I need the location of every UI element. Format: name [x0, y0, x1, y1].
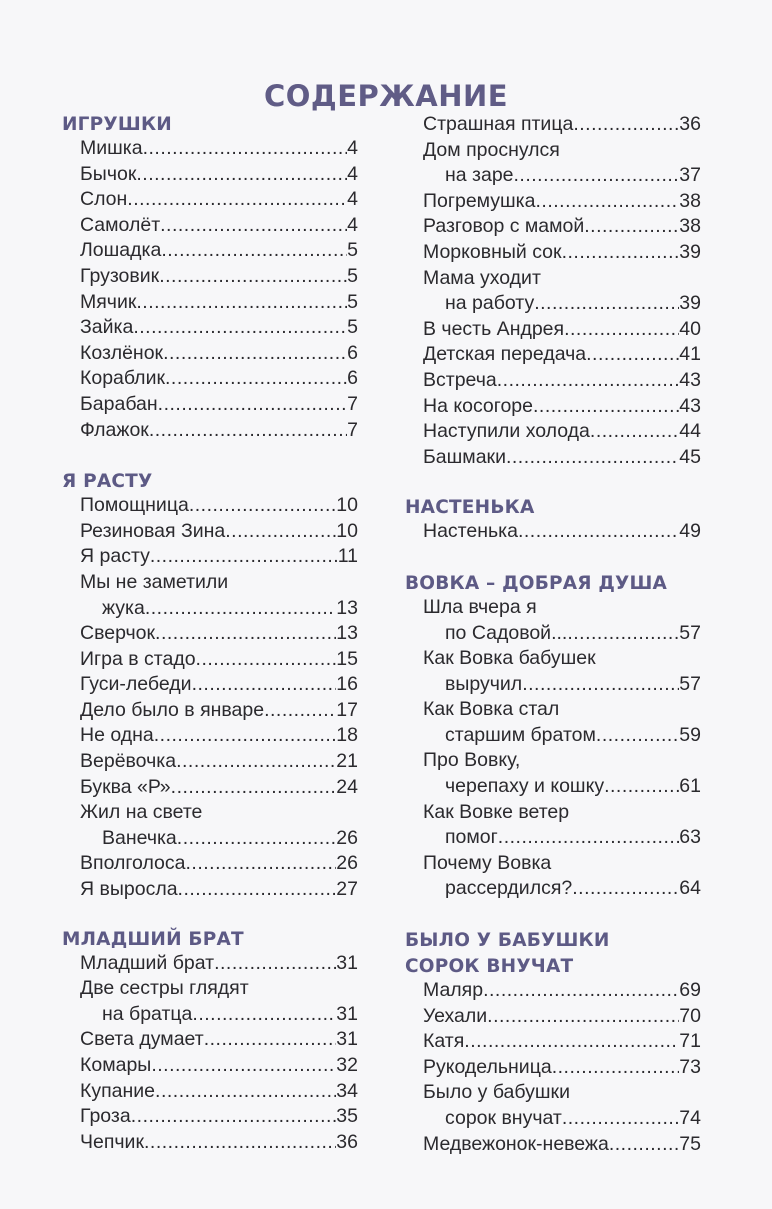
section-title: ВОВКА – ДОБРАЯ ДУША: [405, 572, 668, 594]
entry-title: Мишка: [80, 137, 143, 159]
entry-title: Верёвочка: [80, 750, 177, 773]
toc-entry[interactable]: [405, 1132, 701, 1158]
dot-leader: [192, 672, 337, 698]
page-number: 16: [336, 673, 358, 696]
toc-entry[interactable]: [405, 138, 701, 189]
dot-leader: [150, 544, 338, 570]
page-number: 40: [679, 317, 701, 340]
dot-leader: [506, 445, 679, 471]
entry-title: Морковный сок: [423, 240, 562, 263]
entry-title: на братца: [102, 1002, 193, 1025]
section-title: НАСТЕНЬКА: [405, 497, 535, 519]
entry-title: Буква «Р»: [80, 775, 171, 798]
toc-entry[interactable]: [62, 1027, 358, 1053]
dot-leader: [596, 723, 679, 749]
dot-leader: [145, 596, 336, 622]
entry-title: Медвежонок-невежа: [423, 1132, 609, 1155]
entry-title: Маляр: [423, 979, 484, 1002]
toc-entry[interactable]: [62, 800, 358, 851]
entry-title: Комары: [80, 1054, 152, 1076]
section-title: МЛАДШИЙ БРАТ: [62, 928, 244, 950]
entry-title: Чепчик: [80, 1130, 144, 1153]
entry-title: выручил: [445, 672, 523, 695]
toc-entry[interactable]: [405, 317, 701, 343]
page-number: 37: [679, 164, 701, 187]
dot-leader: [189, 493, 336, 519]
toc-entry[interactable]: [405, 112, 701, 138]
dot-leader: [133, 315, 347, 341]
page-number: 5: [347, 290, 358, 313]
dot-leader: [161, 238, 347, 264]
dot-leader: [590, 419, 679, 445]
dot-leader: [522, 672, 679, 698]
page-number: 38: [679, 215, 701, 238]
dot-leader: [204, 1027, 337, 1053]
toc-entry[interactable]: [405, 519, 701, 545]
toc-entry[interactable]: [405, 646, 701, 697]
dot-leader: [214, 951, 336, 977]
entry-title: Слон: [80, 188, 128, 211]
dot-leader: [143, 136, 348, 162]
toc-entry[interactable]: [62, 1130, 358, 1156]
entry-title: Помощница: [80, 494, 189, 517]
dot-leader: [155, 1079, 336, 1105]
entry-title: Не одна: [80, 724, 154, 747]
entry-title: Лошадка: [80, 239, 162, 262]
toc-column-right: [405, 112, 701, 1171]
entry-title: Купание: [80, 1079, 156, 1102]
entry-title: Я выросла: [80, 878, 178, 901]
page-number: 6: [347, 367, 358, 390]
page-number: 38: [679, 189, 701, 212]
toc-section: [62, 469, 358, 903]
dot-leader: [225, 519, 336, 545]
page-number: 45: [679, 445, 701, 468]
dot-leader: [483, 978, 679, 1004]
toc-entry[interactable]: [62, 162, 358, 188]
dot-leader: [564, 317, 679, 343]
toc-entry[interactable]: [405, 445, 701, 471]
entry-title: Сверчок: [80, 622, 156, 645]
toc-section: [62, 112, 358, 443]
entry-title-line: Про Вовку,: [423, 749, 521, 772]
page-number: 32: [336, 1054, 358, 1076]
toc-entry[interactable]: [62, 976, 358, 1027]
entry-title: Башмаки: [423, 445, 506, 468]
entry-title-line: Шла вчера я: [423, 595, 537, 618]
page-number: 36: [679, 113, 701, 135]
toc-entry[interactable]: [62, 775, 358, 801]
toc-entry[interactable]: [62, 136, 358, 162]
page-number: 39: [679, 292, 701, 315]
page-number: 41: [679, 343, 701, 366]
page-number: 18: [336, 724, 358, 747]
entry-title: Игра в стадо: [80, 647, 196, 670]
page-number: 31: [336, 951, 358, 974]
entry-title: сорок внучат: [445, 1107, 562, 1129]
dot-leader: [487, 1004, 679, 1030]
entry-title: Погремушка: [423, 189, 536, 212]
entry-title: Уехали: [423, 1004, 488, 1027]
entry-title: черепаху и кошку: [445, 775, 605, 798]
entry-title: на работу: [445, 292, 535, 315]
dot-leader: [609, 1132, 679, 1158]
toc-entry[interactable]: [62, 621, 358, 647]
page-number: 43: [679, 394, 701, 417]
page-number: 24: [336, 775, 358, 798]
toc-entry[interactable]: [405, 419, 701, 445]
dot-leader: [552, 1055, 680, 1081]
dot-leader: [604, 774, 679, 800]
page-number: 21: [336, 750, 358, 773]
toc-entry[interactable]: [62, 698, 358, 724]
page-number: 43: [679, 368, 701, 391]
page-number: 71: [679, 1030, 701, 1053]
page-number: 57: [679, 672, 701, 695]
dot-leader: [178, 877, 337, 903]
entry-title-line: Мы не заметили: [80, 570, 229, 593]
toc-section: [405, 495, 701, 545]
entry-title: Настенька: [423, 520, 518, 543]
dot-leader: [154, 723, 337, 749]
toc-entry[interactable]: [405, 697, 701, 748]
entry-title: Кораблик: [80, 367, 165, 390]
section-title: Я РАСТУ: [62, 471, 153, 493]
toc-entry[interactable]: [62, 723, 358, 749]
toc-entry[interactable]: [62, 519, 358, 545]
entry-title-line: Как Вовке ветер: [423, 800, 570, 823]
page-number: 7: [347, 392, 358, 415]
dot-leader: [160, 213, 347, 239]
entry-title: Мячик: [80, 290, 137, 313]
toc-entry[interactable]: [405, 394, 701, 420]
toc-section: [405, 928, 701, 1157]
page-number: 31: [336, 1002, 358, 1025]
dot-leader: [136, 162, 347, 188]
page-number: 31: [336, 1028, 358, 1051]
page-number: 36: [336, 1130, 358, 1153]
entry-title-line: Мама уходит: [423, 266, 541, 289]
dot-leader: [264, 698, 336, 724]
entry-title-line: Жил на свете: [80, 801, 203, 824]
page-number: 4: [347, 213, 358, 236]
toc-entry[interactable]: [62, 238, 358, 264]
dot-leader: [567, 621, 679, 647]
toc-entry[interactable]: [405, 368, 701, 394]
dot-leader: [196, 647, 337, 673]
entry-title: Резиновая Зина: [80, 519, 226, 542]
toc-section: [62, 927, 358, 1156]
dot-leader: [572, 876, 679, 902]
toc-entry[interactable]: [405, 1080, 701, 1131]
entry-title: Самолёт: [80, 213, 161, 236]
dot-leader: [186, 851, 337, 877]
page-number: 49: [679, 520, 701, 543]
dot-leader: [534, 291, 679, 317]
page-number: 63: [679, 826, 701, 849]
entry-title: На косогоре: [423, 394, 533, 417]
page-number: 7: [347, 418, 358, 441]
page-number: 75: [679, 1132, 701, 1155]
dot-leader: [144, 1130, 336, 1156]
toc-entry[interactable]: [405, 1055, 701, 1081]
toc-entry[interactable]: [405, 800, 701, 851]
entry-title: по Садовой...: [445, 621, 568, 644]
entry-title: Козлёнок: [80, 341, 164, 364]
entry-title: старшим братом: [445, 723, 596, 746]
toc-entry[interactable]: [62, 749, 358, 775]
entry-title-line: Почему Вовка: [423, 851, 552, 874]
toc-entry[interactable]: [62, 392, 358, 418]
page-number: 11: [337, 545, 358, 568]
toc-entry[interactable]: [405, 189, 701, 215]
toc-section: [405, 571, 701, 902]
entry-title: Флажок: [80, 418, 149, 441]
page-number: 74: [679, 1107, 701, 1129]
entry-title: Гроза: [80, 1105, 131, 1128]
section-title: ИГРУШКИ: [62, 114, 172, 135]
entry-title: Бычок: [80, 162, 137, 185]
entry-title: Младший брат: [80, 951, 215, 974]
page-number: 5: [347, 316, 358, 339]
dot-leader: [573, 112, 679, 138]
toc-entry[interactable]: [62, 341, 358, 367]
entry-title: помог: [445, 826, 498, 849]
toc-entry[interactable]: [405, 240, 701, 266]
entry-title: Гуси-лебеди: [80, 673, 192, 696]
page-number: 59: [679, 723, 701, 746]
toc-entry[interactable]: [62, 1079, 358, 1105]
toc-entry[interactable]: [62, 1053, 358, 1079]
page-number: 61: [679, 775, 701, 798]
entry-title: Детская передача: [423, 343, 587, 366]
entry-title: рассердился?: [445, 877, 573, 900]
dot-leader: [159, 264, 347, 290]
dot-leader: [192, 1002, 336, 1028]
toc-entry[interactable]: [62, 366, 358, 392]
entry-title: Зайка: [80, 316, 134, 339]
entry-title: Дело было в январе: [80, 698, 265, 721]
dot-leader: [514, 163, 680, 189]
page-number: 39: [679, 240, 701, 263]
toc-entry[interactable]: [405, 266, 701, 317]
entry-title: Света думает: [80, 1028, 204, 1051]
entry-title-line: Две сестры глядят: [80, 977, 249, 1000]
entry-title-line: Дом проснулся: [423, 138, 560, 161]
entry-title: Я расту: [80, 545, 150, 568]
page-title: СОДЕРЖАНИЕ: [263, 79, 509, 114]
dot-leader: [533, 394, 679, 420]
entry-title: Катя: [423, 1030, 465, 1053]
toc-column-left: [62, 112, 358, 1169]
page-number: 10: [336, 494, 358, 517]
toc-entry[interactable]: [405, 748, 701, 799]
page-number: 13: [336, 596, 358, 619]
toc-entry[interactable]: [62, 315, 358, 341]
toc-entry[interactable]: [62, 951, 358, 977]
dot-leader: [464, 1029, 679, 1055]
toc-entry[interactable]: [405, 342, 701, 368]
toc-entry[interactable]: [62, 672, 358, 698]
toc-entry[interactable]: [405, 214, 701, 240]
toc-entry[interactable]: [62, 544, 358, 570]
page-number: 69: [679, 979, 701, 1002]
toc-entry[interactable]: [405, 851, 701, 902]
dot-leader: [158, 392, 347, 418]
dot-leader: [536, 189, 680, 215]
dot-leader: [176, 749, 336, 775]
toc-entry[interactable]: [62, 290, 358, 316]
dot-leader: [155, 621, 336, 647]
page-number: 35: [336, 1105, 358, 1128]
toc-entry[interactable]: [62, 1104, 358, 1130]
dot-leader: [171, 775, 337, 801]
page-number: 5: [347, 264, 358, 287]
entry-title-line: Как Вовка бабушек: [423, 647, 596, 670]
page-number: 4: [347, 137, 358, 159]
page-number: 6: [347, 341, 358, 364]
entry-title: Разговор с мамой: [423, 215, 585, 238]
dot-leader: [127, 187, 347, 213]
dot-leader: [518, 519, 679, 545]
entry-title: жука: [102, 596, 145, 619]
page-number: 26: [336, 852, 358, 875]
entry-title-line: Было у бабушки: [423, 1081, 570, 1104]
toc-entry[interactable]: [405, 595, 701, 646]
toc-entry[interactable]: [62, 187, 358, 213]
dot-leader: [586, 342, 679, 368]
page-number: 17: [336, 698, 358, 721]
entry-title-line: Как Вовка стал: [423, 698, 560, 721]
toc-entry[interactable]: [62, 570, 358, 621]
dot-leader: [497, 368, 680, 394]
entry-title: Ванечка: [102, 826, 177, 849]
entry-title: В честь Андрея: [423, 317, 565, 340]
entry-title: на заре: [445, 164, 514, 187]
entry-title: Грузовик: [80, 264, 160, 287]
toc-entry[interactable]: [62, 418, 358, 444]
dot-leader: [498, 825, 680, 851]
page-number: 4: [347, 162, 358, 185]
toc-entry[interactable]: [62, 493, 358, 519]
page-number: 44: [679, 420, 701, 443]
section-title: БЫЛО У БАБУШКИ СОРОК ВНУЧАТ: [405, 930, 610, 978]
page-number: 27: [336, 878, 358, 901]
page-number: 57: [679, 621, 701, 644]
toc-entry[interactable]: [62, 647, 358, 673]
page-number: 26: [336, 826, 358, 849]
toc-entry[interactable]: [405, 1004, 701, 1030]
dot-leader: [165, 366, 347, 392]
entry-title: Рукодельница: [423, 1055, 552, 1078]
dot-leader: [562, 240, 680, 266]
entry-title: Наступили холода: [423, 420, 590, 443]
toc-entry[interactable]: [405, 1029, 701, 1055]
toc-entry[interactable]: [62, 877, 358, 903]
page-number: 73: [679, 1055, 701, 1078]
entry-title: Вполголоса: [80, 852, 186, 875]
dot-leader: [151, 1053, 336, 1079]
dot-leader: [149, 418, 347, 444]
dot-leader: [163, 341, 347, 367]
toc-section: [405, 112, 701, 470]
page-number: 10: [336, 519, 358, 542]
page-number: 13: [336, 622, 358, 645]
page-number: 70: [679, 1004, 701, 1027]
page-number: 64: [679, 877, 701, 900]
page-number: 5: [347, 239, 358, 262]
page-number: 15: [336, 647, 358, 670]
entry-title: Барабан: [80, 392, 158, 415]
toc-entry[interactable]: [62, 213, 358, 239]
page-number: 34: [336, 1079, 358, 1102]
entry-title: Встреча: [423, 368, 497, 391]
toc-entry[interactable]: [62, 851, 358, 877]
toc-entry[interactable]: [62, 264, 358, 290]
entry-title: Страшная птица: [423, 113, 574, 135]
page-number: 4: [347, 188, 358, 211]
dot-leader: [136, 290, 347, 316]
dot-leader: [131, 1104, 337, 1130]
dot-leader: [562, 1106, 679, 1132]
dot-leader: [584, 214, 679, 240]
dot-leader: [177, 826, 337, 852]
toc-entry[interactable]: [405, 978, 701, 1004]
